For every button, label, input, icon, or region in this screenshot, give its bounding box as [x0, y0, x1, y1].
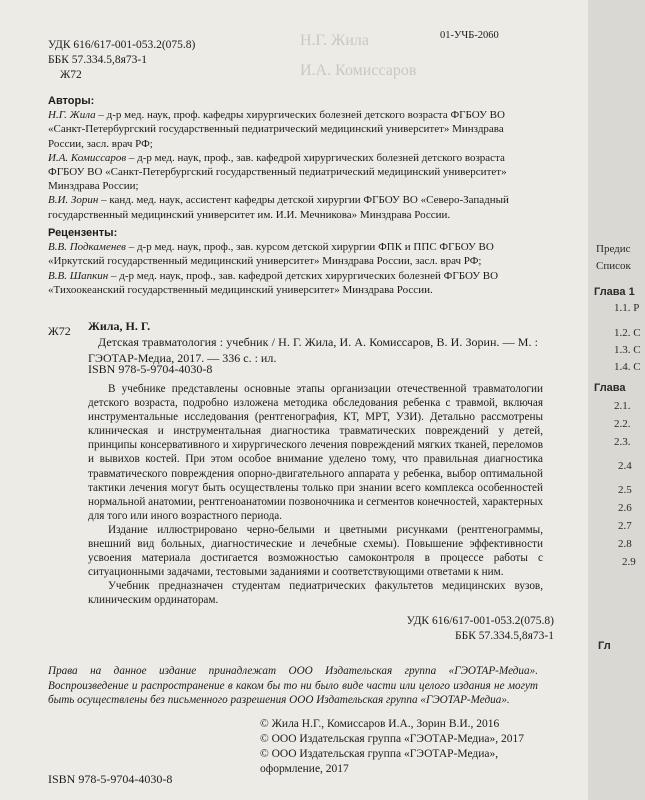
- right-item: 2.9: [622, 556, 636, 568]
- udc-code-bottom: УДК 616/617-001-053.2(075.8): [406, 615, 554, 627]
- right-item: 2.8: [618, 538, 632, 550]
- abstract: [88, 382, 543, 608]
- bbk-code-bottom: ББК 57.334.5,8я73-1: [455, 630, 554, 642]
- right-item: 2.6: [618, 502, 632, 514]
- right-heading: Глава 1: [594, 286, 635, 298]
- right-item: 1.1. Р: [614, 302, 640, 314]
- copyright-line: © ООО Издательская группа «ГЭОТАР-Медиа», оформление, 2017: [260, 748, 499, 775]
- author-entry: В.И. Зорин – канд. мед. наук, ассистент кафедры детской хирургии ФГБОУ ВО «Северо-Западный государственный медицинский университет им. И.И. Мечникова» Минздрава России.: [48, 194, 509, 221]
- bib-isbn: ISBN 978-5-9704-4030-8: [88, 362, 213, 376]
- right-item: 2.3.: [614, 436, 631, 448]
- right-item: 2.1.: [614, 400, 631, 412]
- reviewer-entry: В.В. Шапкин – д-р мед. наук, проф., зав. кафедрой детских хирургических болезней ФГБОУ ВО «Тихоокеанский государственный медицинский университет» Минздрава России.: [48, 269, 499, 296]
- author-entry: Н.Г. Жила – д-р мед. наук, проф. кафедры хирургических болезней детского возраста ФГБОУ ВО «Санкт-Петербургский государственный педиатрический медицинский университет» Минздрава России, засл. врач РФ;: [48, 109, 505, 150]
- right-line: Предис: [596, 243, 631, 255]
- right-item: 1.4. С: [614, 361, 641, 373]
- copyright-line: © Жила Н.Г., Комиссаров И.А., Зорин В.И., 2016: [260, 718, 500, 730]
- right-item: 1.3. С: [614, 344, 641, 356]
- classification-codes: [376, 614, 554, 644]
- right-item: 2.7: [618, 520, 632, 532]
- reviewers-title: Рецензенты:: [48, 227, 118, 239]
- right-line: Список: [596, 260, 631, 272]
- right-item: 2.4: [618, 460, 632, 472]
- bib-author-heading: Жила, Н. Г.: [88, 319, 151, 333]
- right-page: [588, 0, 645, 800]
- bibliographic-record: [88, 318, 538, 366]
- abstract-paragraph: Учебник предназначен студентам педиатрических факультетов медицинских вузов, клиническим ординаторам.: [88, 580, 543, 607]
- bib-description: Детская травматология : учебник / Н. Г. Жила, И. А. Комиссаров, В. И. Зорин. — М. : ГЭОТАР-Медиа, 2017. — 336 с. : ил.: [88, 335, 538, 365]
- footer-isbn: ISBN 978-5-9704-4030-8: [48, 772, 173, 786]
- right-item: 2.2.: [614, 418, 631, 430]
- show-through-text-1: Н.Г. Жила: [300, 32, 369, 49]
- bbk-code: ББК 57.334.5,8я73-1: [48, 54, 147, 66]
- abstract-paragraph: Издание иллюстрировано черно-белыми и цветными рисунками (рентгенограммы, внешний вид больных, диагностические и лечебные схемы). Повышение эффективности усвоения материала достигается возможностью самоконтроля в процессе работы с ситуационными задачами, тестовыми заданиями и соответствующими ответами к ним.: [88, 523, 543, 579]
- cutter-code: Ж72: [60, 69, 82, 81]
- authors-section: [48, 94, 528, 222]
- copyright-line: © ООО Издательская группа «ГЭОТАР-Медиа», 2017: [260, 733, 525, 745]
- copyright-block: [260, 717, 560, 777]
- right-item: 1.2. С: [614, 327, 641, 339]
- author-entry: И.А. Комиссаров – д-р мед. наук, проф., зав. кафедрой хирургических болезней детского возраста ФГБОУ ВО «Санкт-Петербургский государственный педиатрический медицинский университет» Минздрава России;: [48, 151, 507, 193]
- authors-title: Авторы:: [48, 95, 95, 107]
- series-code: 01-УЧБ-2060: [440, 30, 499, 41]
- abstract-paragraph: В учебнике представлены основные этапы организации отечественной травматологии детского возраста, подробно изложена методика обследования ребенка с травмой, включая инструментальные исследования (рентгенография, КТ, МРТ, УЗИ). Детально рассмотрены клиническая и инструментальная диагностика травматических повреждений у детей, принципы консервативного и хирургического лечения повреждений мягких тканей, переломов и вывихов костей. При этом особое внимание уделено тому, что правильная диагностика травматического повреждения опорно-двигательного аппарата у ребенка, выбор оптимальной тактики лечения могут быть осуществлены только при знании всего комплекса особенностей нормальной анатомии, рентгеноанатомии позвоночника и сегментов конечностей, характерных для того или иного возрастного периода.: [88, 383, 543, 522]
- header-codes: [48, 38, 195, 83]
- right-heading: Гл: [598, 640, 611, 652]
- bibliographic-cutter: Ж72: [48, 324, 71, 338]
- reviewer-entry: В.В. Подкаменев – д-р мед. наук, проф., зав. курсом детской хирургии ФПК и ППС ФГБОУ ВО «Иркутский государственный медицинский университет» Минздрава России, засл. врач РФ;: [48, 241, 494, 268]
- right-item: 2.5: [618, 484, 632, 496]
- rights-notice: Права на данное издание принадлежат ООО Издательская группа «ГЭОТАР-Медиа». Воспроизведение и распространение в каком бы то ни было виде части или целого издания не могут быть осуществлены без письменного разрешения ООО Издательская группа «ГЭОТАР-Медиа».: [48, 665, 538, 706]
- show-through-text-2: И.А. Комиссаров: [300, 62, 417, 79]
- reviewers-section: [48, 226, 532, 297]
- udc-code: УДК 616/617-001-053.2(075.8): [48, 39, 196, 51]
- right-heading: Глава: [594, 382, 626, 394]
